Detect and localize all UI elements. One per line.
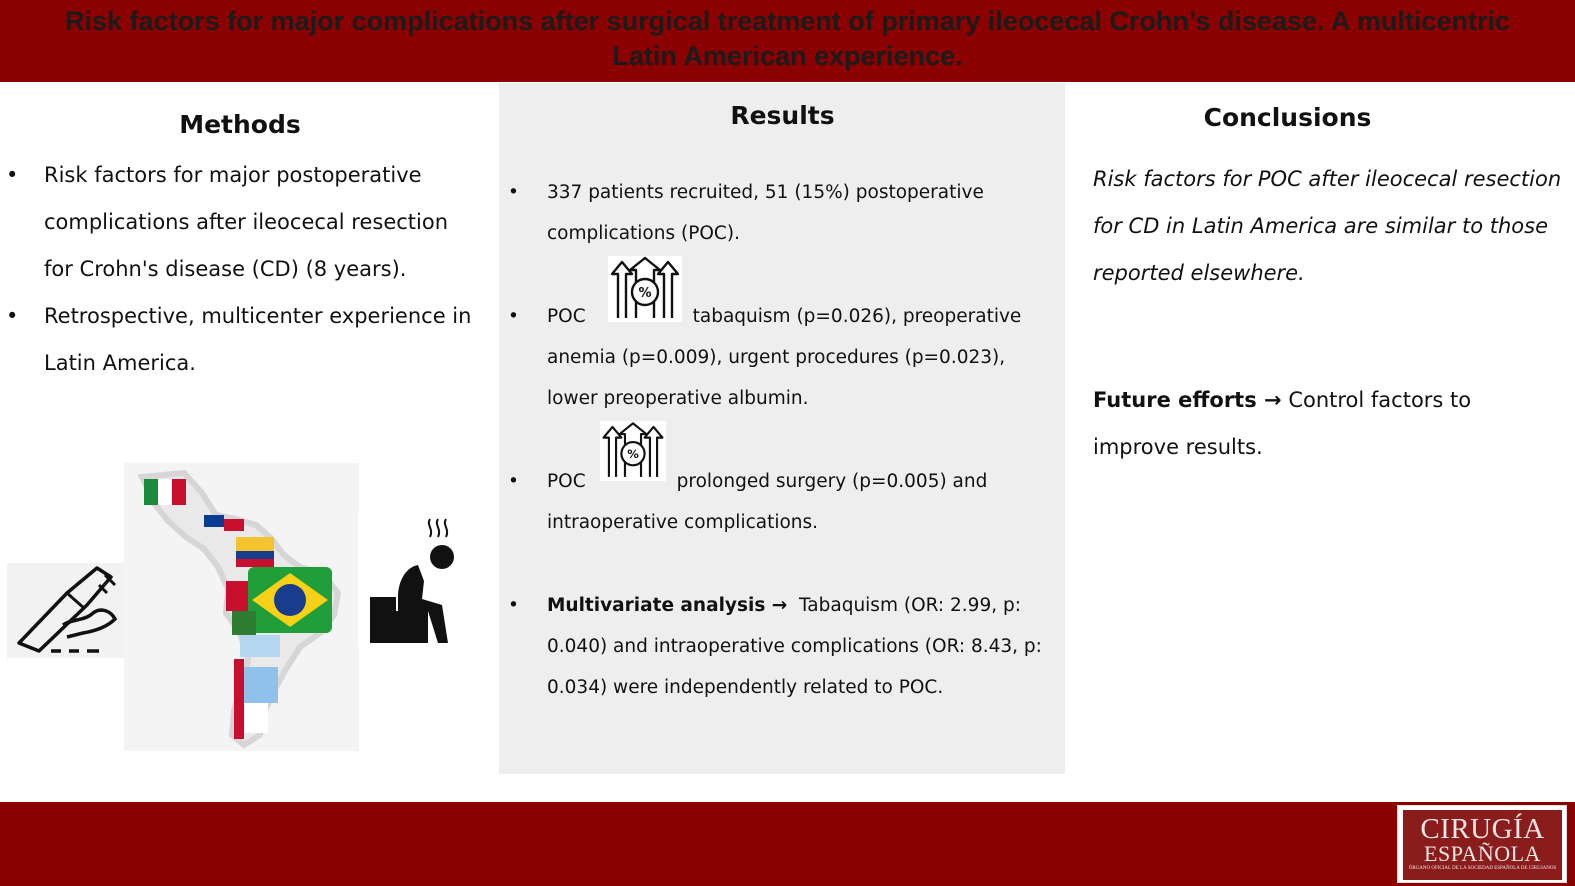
svg-text:%: % (638, 286, 652, 301)
conclusions-title: Conclusions (1203, 103, 1372, 132)
multivariate-label: Multivariate analysis → (547, 595, 788, 616)
bullet: • (508, 182, 519, 203)
bullet: • (508, 306, 519, 327)
methods-bullet: • Risk factors for major postoperative complications after ileocecal resection for Crohn's disease (CD) (8 years). (6, 152, 476, 293)
bullet: • (508, 471, 519, 492)
page-title: Risk factors for major complications after surgical treatment of primary ileocecal Crohn’s disease. A multicentric Latin American experience. (65, 6, 1510, 71)
footer-band (0, 802, 1575, 886)
future-efforts-label: Future efforts → (1093, 388, 1282, 412)
results-item-risk-factors (508, 296, 1058, 419)
logo-subtitle: ÓRGANO OFICIAL DE LA SOCIEDAD ESPAÑOLA DE CIRUJANOS (1408, 866, 1557, 871)
latin-america-flags-map (124, 463, 359, 751)
results-item-surgery (508, 461, 1058, 543)
methods-bullet: • Retrospective, multicenter experience in Latin America. (6, 293, 476, 387)
results-text: tabaquism (p=0.026), preoperative anemia (p=0.009), urgent procedures (p=0.023), lower preoperative albumin. (547, 306, 1022, 409)
methods-list (6, 152, 476, 387)
results-text: Tabaquism (OR: 2.99, p: 0.040) and intraoperative complications (OR: 8.43, p: 0.034) were independently related to POC. (547, 595, 1042, 698)
results-item-recruitment (508, 172, 1058, 254)
poc-label: POC (547, 306, 586, 327)
results-title: Results (730, 101, 835, 130)
svg-text:%: % (627, 447, 639, 462)
results-text: 337 patients recruited, 51 (15%) postoperative complications (POC). (547, 182, 984, 244)
smoking-person-icon (358, 511, 458, 646)
methods-title: Methods (179, 110, 301, 139)
scalpel-hand-icon (7, 563, 124, 658)
future-efforts (1093, 377, 1563, 471)
poc-label: POC (547, 471, 586, 492)
logo-line: CIRUGÍA (1420, 813, 1545, 845)
future-efforts-text: Control factors to improve results. (1093, 388, 1472, 459)
bullet: • (508, 595, 519, 616)
conclusions-text: Risk factors for POC after ileocecal resection for CD in Latin America are similar to those reported elsewhere. (1093, 167, 1562, 285)
logo-line: ESPAÑOLA (1424, 841, 1541, 866)
journal-logo (1397, 805, 1567, 883)
results-item-multivariate (508, 585, 1058, 708)
results-text: prolonged surgery (p=0.005) and intraoperative complications. (547, 471, 988, 533)
